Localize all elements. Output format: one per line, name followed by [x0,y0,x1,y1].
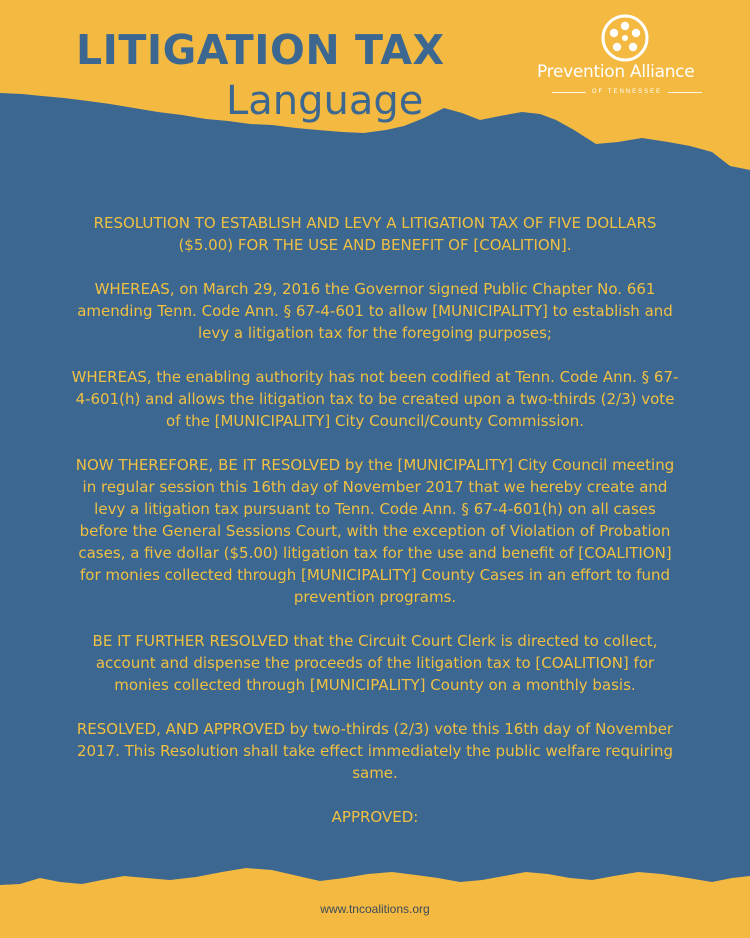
resolved-paragraph: NOW THEREFORE, BE IT RESOLVED by the [MUNICIPALITY] City Council meeting in regular session this 16th day of November 2017 that we hereby create and levy a litigation tax pursuant to Tenn. Code Ann. § 67-4-601(h) on all cases before the General Sessions Court, with the exception of Violation of Probation cases, a five dollar ($5.00) litigation tax for the use and benefit of [COALITION] for monies collected through [MUNICIPALITY] County Cases in an effort to fund prevention programs. [75,456,675,606]
tagline-rule-left [552,92,586,93]
whereas-paragraph-1: WHEREAS, on March 29, 2016 the Governor signed Public Chapter No. 661 amending Tenn. Code Ann. § 67-4-601 to allow [MUNICIPALITY] to establish and levy a litigation tax for the foregoing purposes; [77,280,673,342]
prevention-alliance-logo-icon [600,13,650,63]
tagline-rule-right [668,92,702,93]
further-resolved-paragraph: BE IT FURTHER RESOLVED that the Circuit Court Clerk is directed to collect, account and dispense the proceeds of the litigation tax to [COALITION] for monies collected through [MUNICIPALITY] County on a monthly basis. [92,632,658,694]
approved-label: APPROVED: [331,808,419,826]
whereas-paragraph-2: WHEREAS, the enabling authority has not been codified at Tenn. Code Ann. § 67-4-601(h) and allows the litigation tax to be created upon a two-thirds (2/3) vote of the [MUNICIPALITY] City Council/County Commission. [71,368,679,430]
approved-vote-paragraph: RESOLVED, AND APPROVED by two-thirds (2/3) vote this 16th day of November 2017. This Resolution shall take effect immediately the public welfare requiring same. [76,720,674,782]
logo-tagline: OF TENNESSEE [591,89,663,95]
logo-name: Prevention Alliance [537,62,695,82]
resolution-text [70,212,680,828]
logo-tagline-row [552,87,702,97]
page-subtitle: Language [226,78,424,124]
resolution-heading: RESOLUTION TO ESTABLISH AND LEVY A LITIGATION TAX OF FIVE DOLLARS ($5.00) FOR THE USE AND BENEFIT OF [COALITION]. [93,214,657,254]
page-title: LITIGATION TAX [76,26,445,74]
footer-url: www.tncoalitions.org [320,902,430,916]
